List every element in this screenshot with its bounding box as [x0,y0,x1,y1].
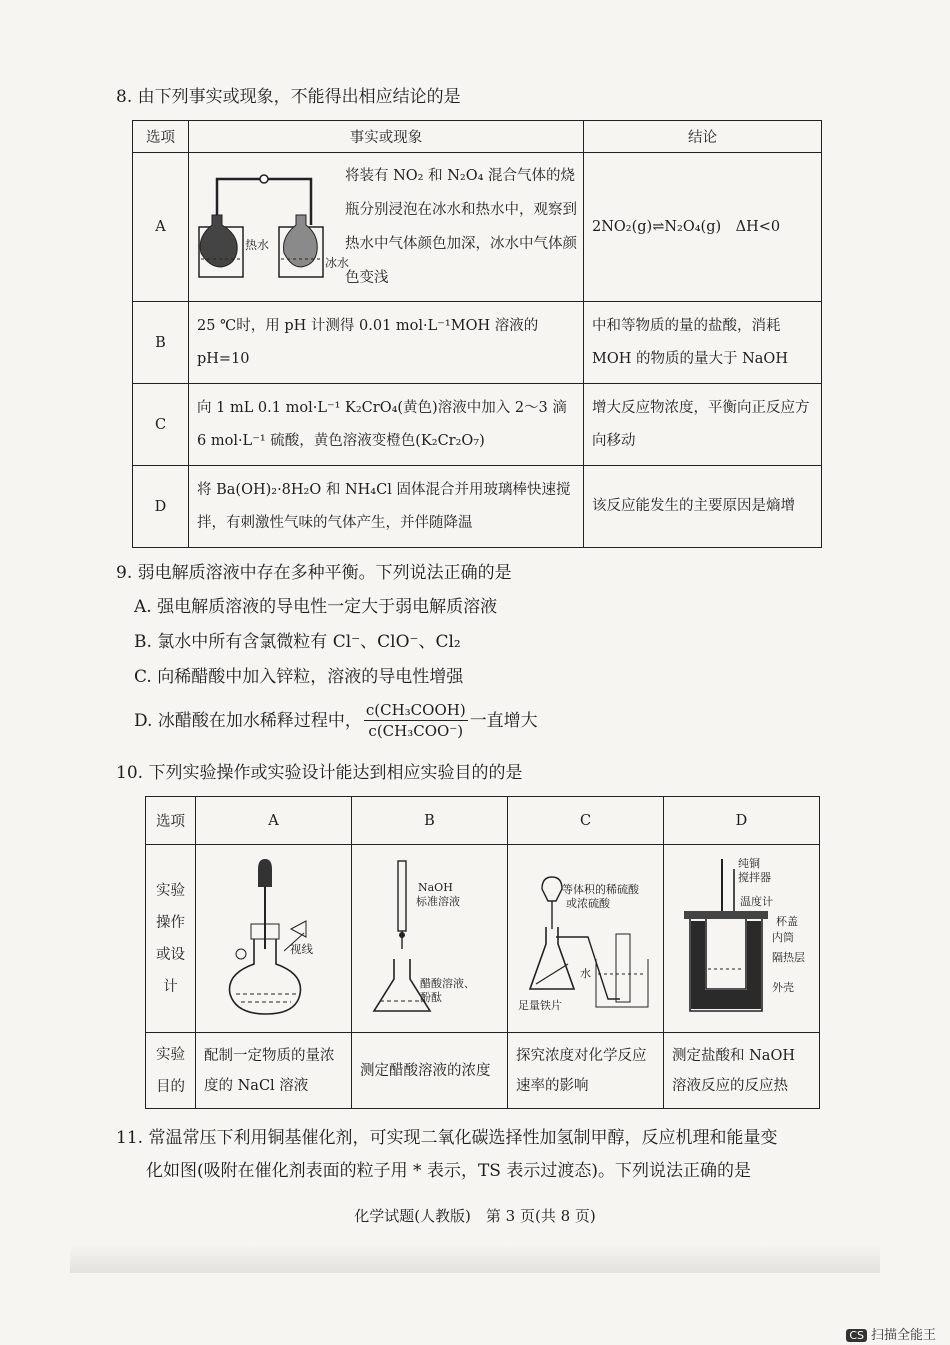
q8-stem: 8. 由下列事实或现象，不能得出相应结论的是 [116,87,461,107]
sightline-label: 视线 [290,941,313,956]
q8-header-option: 选项 [133,121,189,153]
thermometer-label: 温度计 [740,894,773,908]
scan-shadow [70,1245,880,1273]
stirrer-label: 搅拌器 [738,870,771,884]
standard-solution-label: 标准溶液 [416,894,460,908]
q9-option-a: A. 强电解质溶液的导电性一定大于弱电解质溶液 [134,597,498,617]
insulation-label: 隔热层 [772,950,805,964]
q8-row-d-conclusion: 该反应能发生的主要原因是熵增 [584,466,822,548]
lid-label: 杯盖 [776,914,798,928]
q10-table [145,796,820,1109]
q10-header-b: B [352,797,508,845]
titration-burette-figure [352,849,507,1029]
page-footer: 化学试题(人教版) 第 3 页(共 8 页) [354,1207,596,1225]
naoh-label: NaOH [418,880,453,894]
dilute-acid-label: 等体积的稀硫酸 [562,882,639,896]
q8-row-b-fact: 25 ℃时，用 pH 计测得 0.01 mol·L⁻¹MOH 溶液的 pH=10 [189,302,584,384]
calorimeter-figure [664,849,819,1029]
q8-row-a-conclusion: 2NO₂(g)⇌N₂O₄(g) ΔH<0 [584,153,822,302]
phenolphthalein-label: 酚酞 [420,990,442,1004]
q10-purpose-d: 测定盐酸和 NaOH 溶液反应的反应热 [664,1033,820,1109]
q8-row-d-fact: 将 Ba(OH)₂·8H₂O 和 NH₄Cl 固体混合并用玻璃棒快速搅拌，有刺激性气味的气体产生，并伴随降温 [189,466,584,548]
hot-water-label: 热水 [245,238,270,252]
inner-tube-label: 内筒 [772,930,794,944]
q8-row-a-fact-cell [189,153,584,302]
q8-row-a-label: A [133,153,189,302]
outer-shell-label: 外壳 [772,980,794,994]
q10-purpose-c: 探究浓度对化学反应速率的影响 [508,1033,664,1109]
q11-line2: 化如图(吸附在催化剂表面的粒子用 * 表示，TS 表示过渡态)。下列说法正确的是 [146,1161,751,1181]
scanner-watermark [846,1324,936,1343]
gas-collection-figure [508,849,663,1029]
iron-sheet-label: 足量铁片 [518,998,562,1012]
q10-row2-label: 实验目的 [146,1033,196,1109]
scanner-watermark-text: 扫描全能王 [870,1328,936,1343]
q9-option-d [134,700,538,741]
q10-fig-d-cell [664,845,820,1033]
water-label: 水 [580,966,591,980]
q10-header-a: A [196,797,352,845]
copper-label: 纯铜 [738,856,760,870]
q8-row-d-label: D [133,466,189,548]
q8-header-fact: 事实或现象 [189,121,584,153]
q9-option-b: B. 氯水中所有含氯微粒有 Cl⁻、ClO⁻、Cl₂ [134,632,461,652]
q9-option-d-suffix: 一直增大 [469,710,538,731]
q8-row-b-conclusion: 中和等物质的量的盐酸，消耗 MOH 的物质的量大于 NaOH [584,302,822,384]
q10-header-d: D [664,797,820,845]
q10-row1-label: 实验操作或设计 [146,845,196,1033]
conc-acid-label: 或浓硫酸 [566,896,610,910]
q9-option-d-prefix: D. 冰醋酸在加水稀释过程中， [134,710,362,731]
q8-row-c-label: C [133,384,189,466]
acetic-acid-solution-label: 醋酸溶液、 [420,976,475,990]
q11-line1: 11. 常温常压下利用铜基催化剂，可实现二氧化碳选择性加氢制甲醇，反应机理和能量变 [116,1128,778,1148]
q10-fig-a-cell [196,845,352,1033]
fraction-denominator: c(CH₃COO⁻) [368,722,464,740]
q10-fig-b-cell [352,845,508,1033]
q8-header-conclusion: 结论 [584,121,822,153]
volumetric-flask-figure [196,849,351,1029]
two-flask-apparatus-figure [189,167,350,287]
q10-header-option: 选项 [146,797,196,845]
q10-purpose-a: 配制一定物质的量浓度的 NaCl 溶液 [196,1033,352,1109]
q8-row-c-fact: 向 1 mL 0.1 mol·L⁻¹ K₂CrO₄(黄色)溶液中加入 2～3 滴 6 mol·L⁻¹ 硫酸，黄色溶液变橙色(K₂Cr₂O₇) [189,384,584,466]
q10-stem: 10. 下列实验操作或实验设计能达到相应实验目的的是 [116,763,523,783]
q10-purpose-b: 测定醋酸溶液的浓度 [352,1033,508,1109]
q8-row-a-fact: 将装有 NO₂ 和 N₂O₄ 混合气体的烧瓶分别浸泡在冰水和热水中，观察到热水中气体颜色加深，冰水中气体颜色变浅 [345,168,577,286]
scanner-logo-icon: CS [846,1329,867,1342]
q9-option-d-fraction [364,700,468,741]
q8-row-c-conclusion: 增大反应物浓度，平衡向正反应方向移动 [584,384,822,466]
ice-water-label: 冰水 [325,256,350,270]
q10-header-c: C [508,797,664,845]
fraction-numerator: c(CH₃COOH) [365,701,466,719]
q8-row-b-label: B [133,302,189,384]
q10-fig-c-cell [508,845,664,1033]
q9-stem: 9. 弱电解质溶液中存在多种平衡。下列说法正确的是 [116,563,512,583]
q8-table [132,120,822,548]
q9-option-c: C. 向稀醋酸中加入锌粒，溶液的导电性增强 [134,667,464,687]
